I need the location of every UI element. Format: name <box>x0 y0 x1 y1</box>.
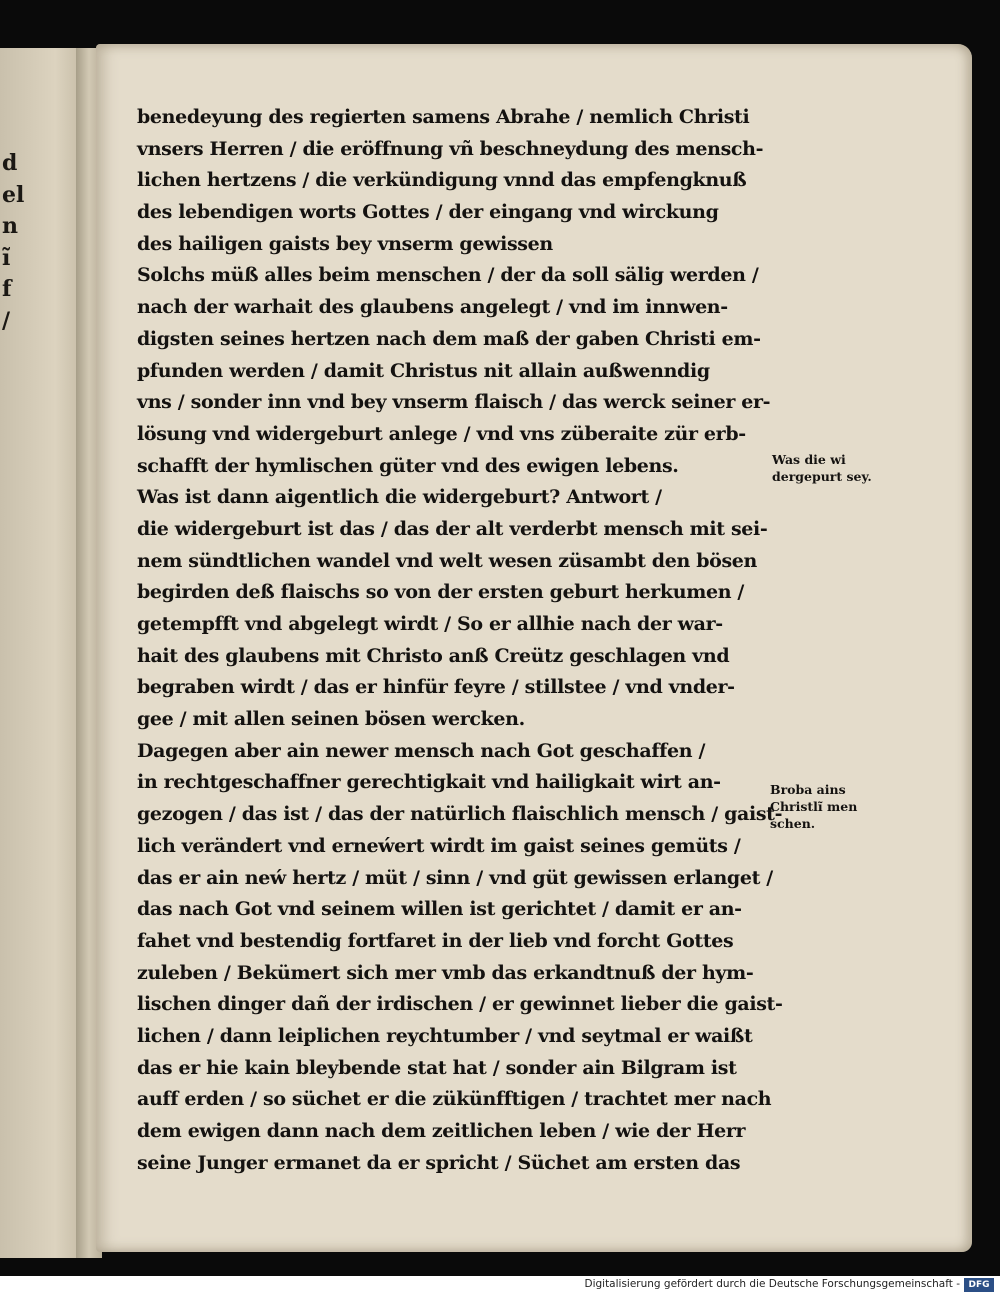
text-line: in rechtgeschaffner gerechtigkait vnd hailigkait wirt an- <box>137 771 721 794</box>
text-line: die widergeburt ist das / das der alt verderbt mensch mit sei- <box>137 517 768 540</box>
text-line: pfunden werden / damit Christus nit allain außwenndig <box>137 359 710 382</box>
text-line: vnsers Herren / die eröffnung vñ beschneydung des mensch- <box>137 137 764 160</box>
text-line: seine Junger ermanet da er spricht / Süchet am ersten das <box>137 1151 741 1174</box>
text-line: zuleben / Bekümert sich mer vmb das erkandtnuß der hym- <box>137 961 754 984</box>
text-line: das er hie kain bleybende stat hat / sonder ain Bilgram ist <box>137 1056 737 1079</box>
margin-note-christian: Broba ains Christlĩ men schen. <box>770 782 858 831</box>
text-line: gee / mit allen seinen bösen wercken. <box>137 708 525 731</box>
text-line: lichen hertzens / die verkündigung vnnd das empfengknuß <box>137 169 747 192</box>
text-line: das nach Got vnd seinem willen ist gerichtet / damit er an- <box>137 898 742 921</box>
text-line: auff erden / so süchet er die zükünfftigen / trachtet mer nach <box>137 1088 772 1111</box>
text-line: gezogen / das ist / das der natürlich flaischlich mensch / gaist- <box>137 803 783 826</box>
text-line: lich verändert vnd erneẃert wirdt im gaist seines gemüts / <box>137 834 741 857</box>
text-line: Dagegen aber ain newer mensch nach Got geschaffen / <box>137 739 706 762</box>
margin-note-widergeburt: Was die wi dergepurt sey. <box>772 452 872 484</box>
text-line: benedeyung des regierten samens Abrahe / nemlich Christi <box>137 106 750 128</box>
text-line: des hailigen gaists bey vnserm gewissen <box>137 232 553 255</box>
body-text <box>137 106 783 1183</box>
dfg-logo: DFG <box>964 1278 994 1292</box>
text-line: Was ist dann aigentlich die widergeburt? Antwort / <box>137 486 662 509</box>
funding-credit: Digitalisierung gefördert durch die Deutsche Forschungsgemeinschaft - <box>584 1278 960 1290</box>
text-line: getempfft vnd abgelegt wirdt / So er allhie nach der war- <box>137 613 723 635</box>
text-line: begirden deß flaischs so von der ersten geburt herkumen / <box>137 581 745 604</box>
text-line: des lebendigen worts Gottes / der eingang vnd wirckung <box>137 201 719 224</box>
text-line: lösung vnd widergeburt anlege / vnd vns züberaite zür erb- <box>137 422 746 445</box>
credit-bar <box>0 1276 1000 1295</box>
text-line: lischen dinger dañ der irdischen / er gewinnet lieber die gaist- <box>137 993 783 1016</box>
text-line: hait des glaubens mit Christo anß Creütz geschlagen vnd <box>137 644 730 667</box>
text-line: Solchs müß alles beim menschen / der da soll sälig werden / <box>137 264 759 287</box>
text-line: das er ain neẃ hertz / müt / sinn / vnd güt gewissen erlanget / <box>137 866 773 889</box>
text-line: fahet vnd bestendig fortfaret in der lieb vnd forcht Gottes <box>137 929 734 952</box>
left-page-fragment-text: d el n ĩ f / <box>2 150 25 334</box>
text-line: vns / sonder inn vnd bey vnserm flaisch / das werck seiner er- <box>137 391 771 414</box>
text-line: dem ewigen dann nach dem zeitlichen leben / wie der Herr <box>137 1120 746 1142</box>
text-line: nem sündtlichen wandel vnd welt wesen züsambt den bösen <box>137 549 757 572</box>
text-line: lichen / dann leiplichen reychtumber / vnd seytmal er waißt <box>137 1024 753 1047</box>
text-line: begraben wirdt / das er hinfür feyre / stillstee / vnd vnder- <box>137 676 735 699</box>
text-line: digsten seines hertzen nach dem maß der gaben Christi em- <box>137 327 761 350</box>
text-line: schafft der hymlischen güter vnd des ewigen lebens. <box>137 454 679 477</box>
text-line: nach der warhait des glaubens angelegt / vnd im innwen- <box>137 296 728 319</box>
